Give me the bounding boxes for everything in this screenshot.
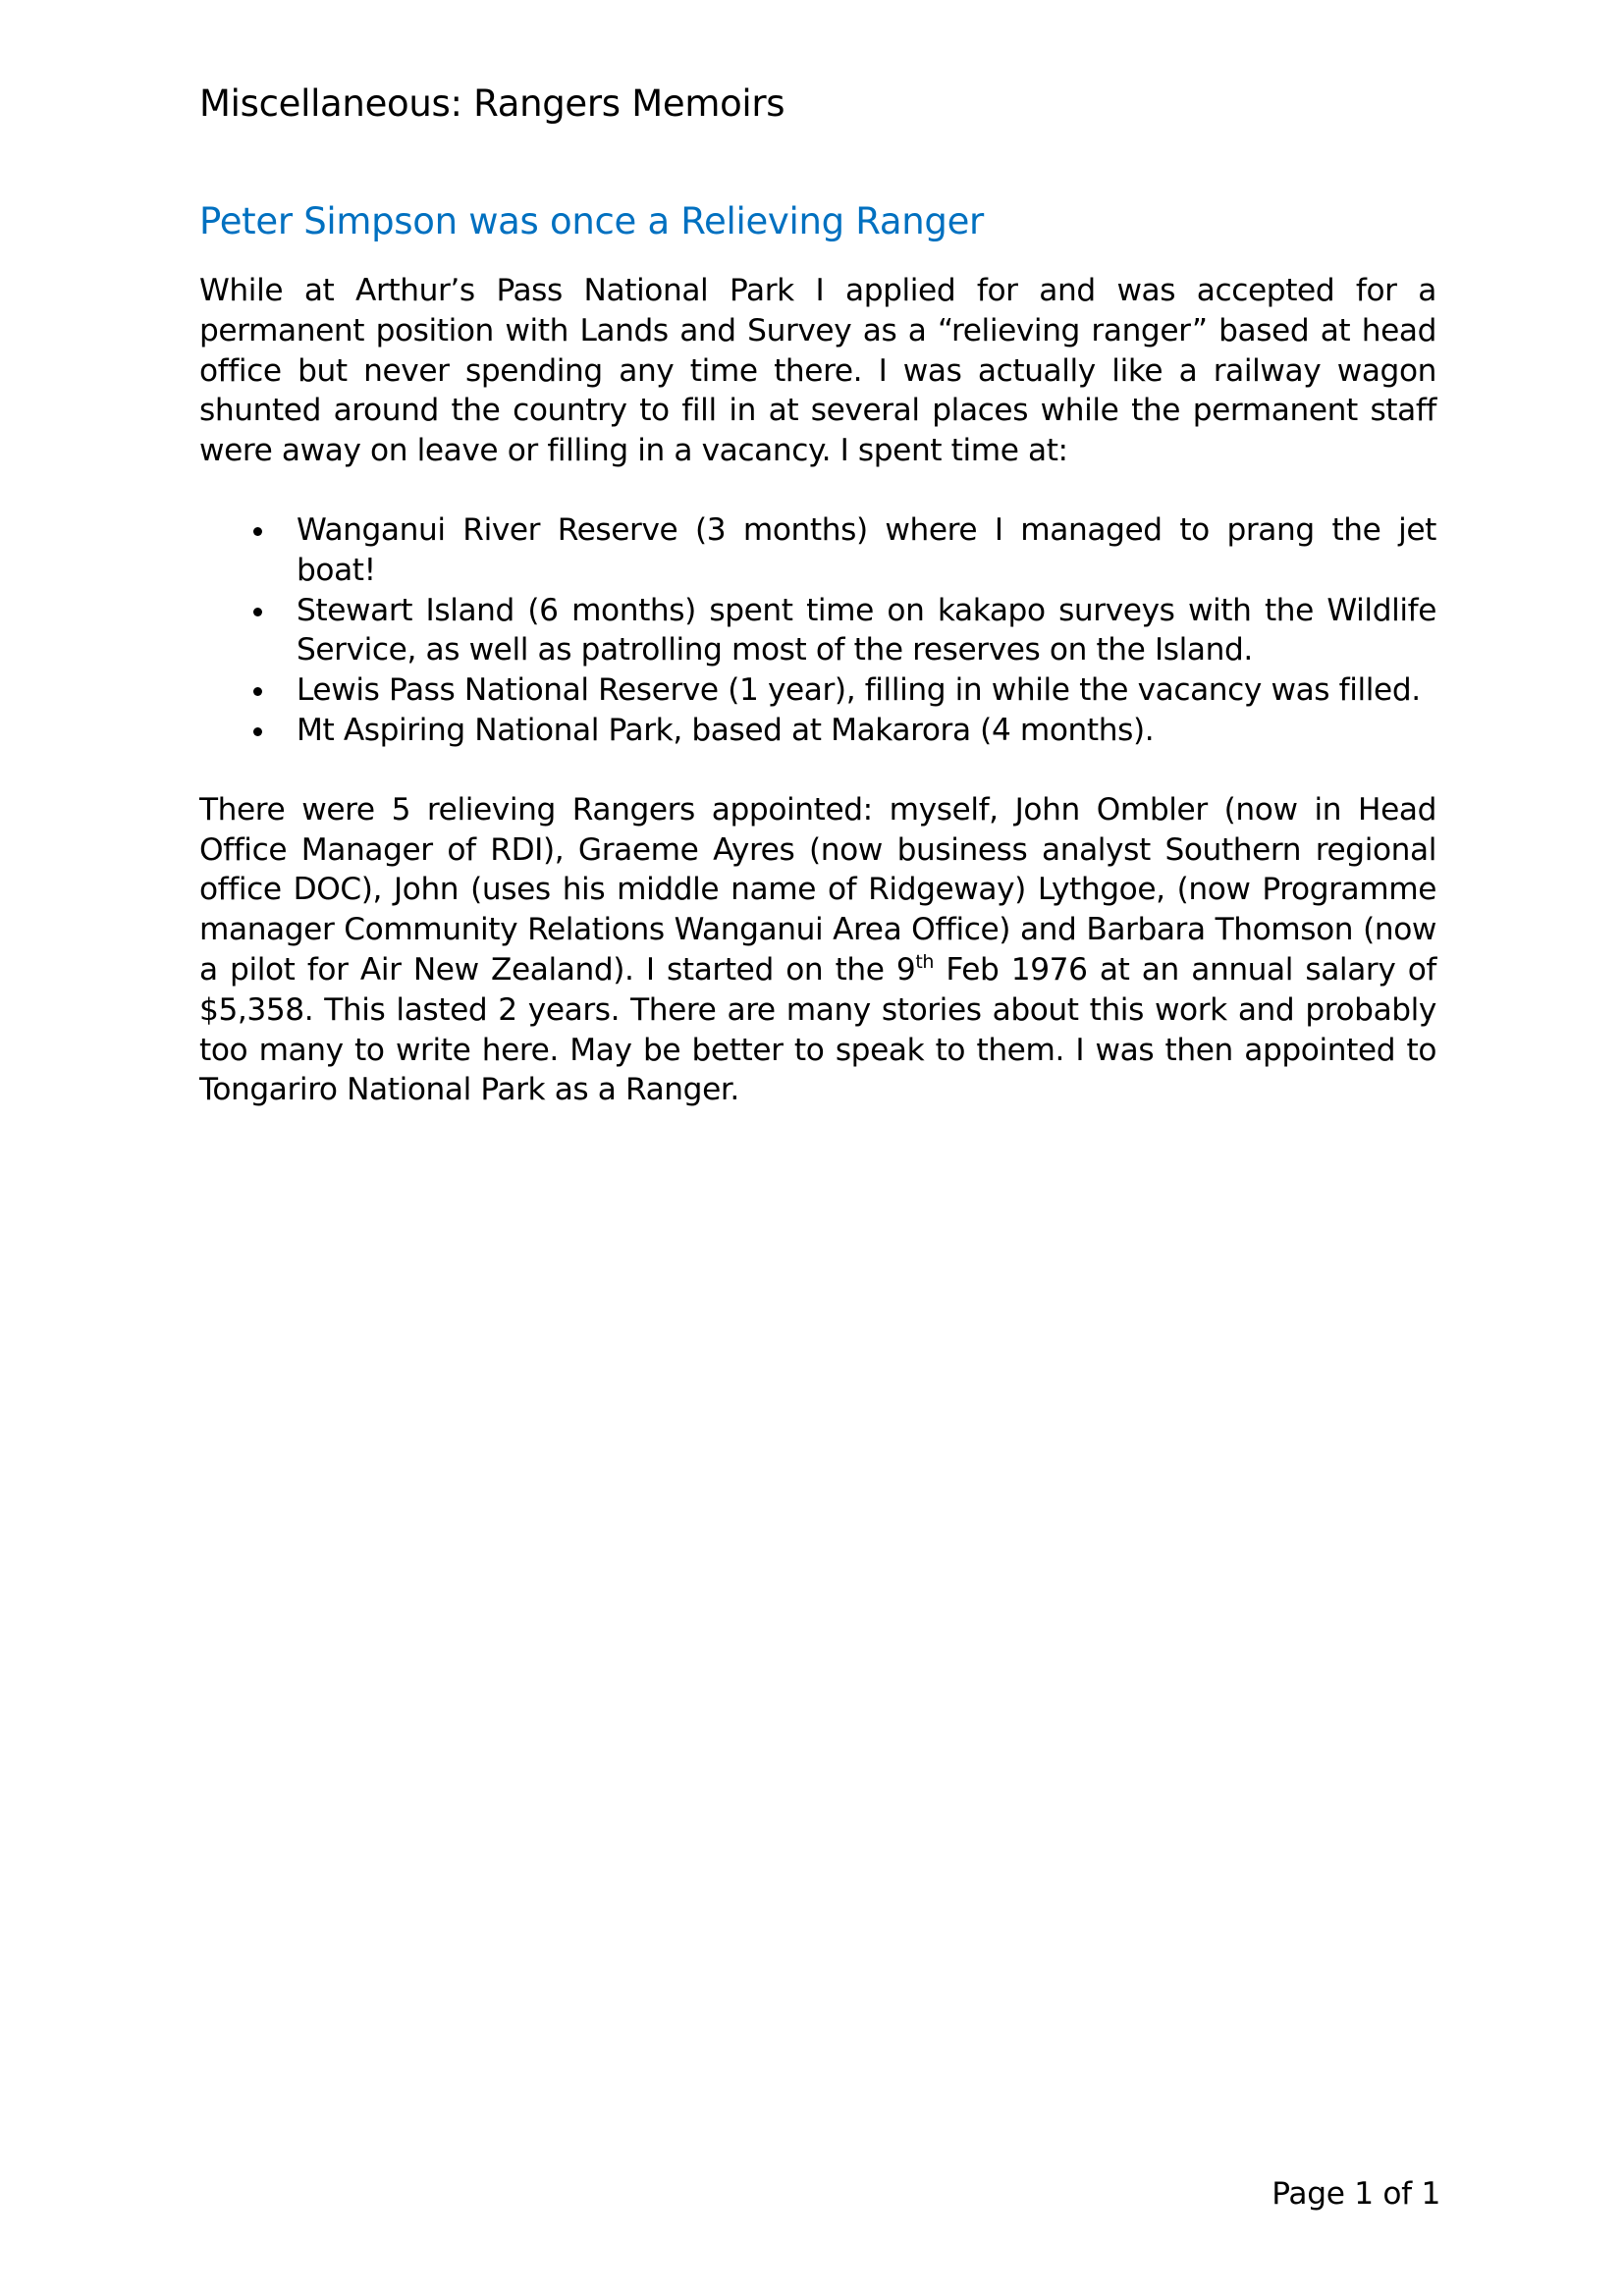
list-item-text: Wanganui River Reserve (3 months) where I managed to prang the jet boat! xyxy=(297,511,1436,588)
article-body xyxy=(199,194,1436,1110)
article-title: Peter Simpson was once a Relieving Ranger xyxy=(199,200,984,242)
ordinal-suffix: th xyxy=(915,950,935,973)
list-item-text: Mt Aspiring National Park, based at Makarora (4 months). xyxy=(297,712,1155,748)
list-item xyxy=(199,510,1436,591)
list-item xyxy=(199,591,1436,671)
bullet-icon xyxy=(253,527,262,536)
list-item xyxy=(199,711,1436,751)
bullet-icon xyxy=(253,727,262,736)
page-number: Page 1 of 1 xyxy=(1271,2176,1440,2212)
list-item xyxy=(199,670,1436,711)
intro-paragraph: While at Arthur’s Pass National Park I applied for and was accepted for a permanent position with Lands and Survey as a “relieving ranger” based at head office but never spending any time there. I was actually like a railway wagon shunted around the country to fill in at several places while the permanent staff were away on leave or filling in a vacancy. I spent time at: xyxy=(199,273,1436,469)
list-item-text: Stewart Island (6 months) spent time on kakapo surveys with the Wildlife Service, as well as patrolling most of the reserves on the Island. xyxy=(297,592,1436,668)
closing-text-start: There were 5 relieving Rangers appointed: myself, John Ombler (now in Head Office Manager of RDI), Graeme Ayres (now business analyst Southern regional office DOC), John (uses his middle name of Ridgeway) Lythgoe, (now Programme manager Community Relations Wanganui Area Office) and Barbara Thomson (now a pilot for Air New Zealand). I started on the 9 xyxy=(199,791,1436,988)
bullet-icon xyxy=(253,687,262,696)
closing-text-end: Feb 1976 at an annual salary of $5,358. This lasted 2 years. There are many stories about this work and probably too many to write here. May be better to speak to them. I was then appointed to Tongariro National Park as a Ranger. xyxy=(199,951,1437,1108)
document-header: Miscellaneous: Rangers Memoirs xyxy=(199,82,785,125)
list-item-text: Lewis Pass National Reserve (1 year), filling in while the vacancy was filled. xyxy=(297,672,1421,709)
bullet-icon xyxy=(253,608,262,616)
locations-list xyxy=(199,510,1436,751)
closing-paragraph xyxy=(199,790,1436,1110)
